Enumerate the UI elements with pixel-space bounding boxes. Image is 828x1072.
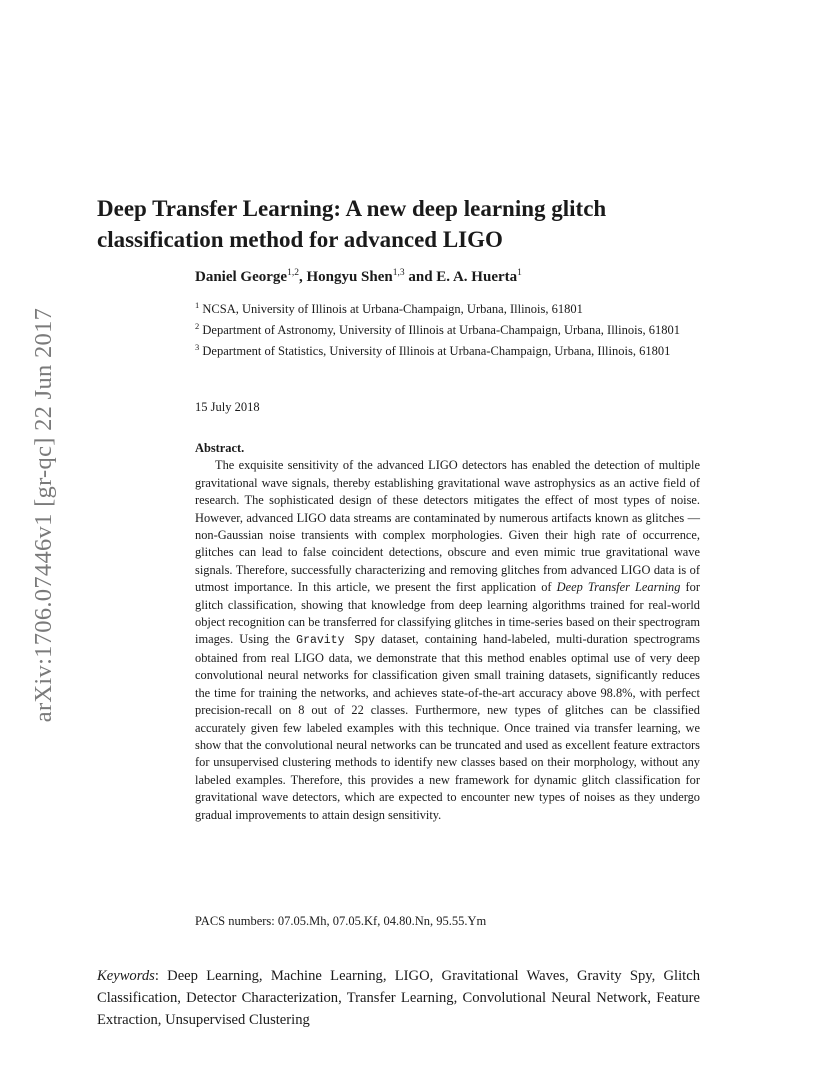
affiliation-text: Department of Astronomy, University of Illinois at Urbana-Champaign, Urbana, Illinois, 61801 [202, 323, 680, 338]
affiliation-text: NCSA, University of Illinois at Urbana-Champaign, Urbana, Illinois, 61801 [202, 302, 583, 317]
author-affiliation-marker: 1 [517, 268, 522, 278]
abstract-dataset-name: Gravity Spy [296, 634, 376, 648]
author-list [195, 268, 522, 286]
arxiv-identifier-stamp: arXiv:1706.07446v1 [gr-qc] 22 Jun 2017 [30, 307, 57, 723]
abstract-text: The exquisite sensitivity of the advanced LIGO detectors has enabled the detection of multiple gravitational wave signals, thereby establishing gravitational wave astrophysics as an active field of research. The sophisticated design of these detectors mitigates the effect of most types of noise. However, advanced LIGO data streams are contaminated by numerous artifacts known as glitches — non-Gaussian noise transients with complex morphologies. Given their high rate of occurrence, glitches can lead to false coincident detections, obscure and even mimic true gravitational wave signals. Therefore, successfully characterizing and removing glitches from advanced LIGO data is of utmost importance. In this article, we present the first application of [195, 458, 700, 595]
abstract-section [195, 440, 700, 824]
author-name: Hongyu Shen [306, 269, 393, 285]
keywords-section [97, 965, 700, 1031]
pacs-numbers: PACS numbers: 07.05.Mh, 07.05.Kf, 04.80.Nn, 95.55.Ym [195, 914, 487, 928]
keywords-label: Keywords [97, 968, 155, 984]
affiliation [195, 339, 700, 360]
abstract-heading: Abstract. [195, 441, 245, 455]
affiliation [195, 318, 700, 339]
affiliation-list [195, 297, 700, 360]
author-separator: , [298, 269, 307, 285]
affiliation-text: Department of Statistics, University of Illinois at Urbana-Champaign, Urbana, Illinois, 61801 [202, 344, 671, 359]
abstract-emphasis: Deep Transfer Learning [556, 580, 681, 595]
author-name: Daniel George [195, 269, 288, 285]
author-affiliation-marker: 1,2 [287, 268, 299, 278]
abstract-body [195, 457, 700, 824]
author-separator: and [404, 269, 437, 285]
affiliation [195, 297, 700, 318]
affiliation-marker: 3 [195, 342, 200, 353]
author-name: E. A. Huerta [436, 269, 518, 285]
paper-title: Deep Transfer Learning: A new deep learning glitch classification method for advanced LIGO [97, 196, 607, 252]
author-affiliation-marker: 1,3 [392, 268, 405, 278]
affiliation-marker: 1 [195, 300, 200, 310]
abstract-text: for glitch classification, showing that knowledge from deep learning algorithms trained for real-world object recognition can be transferred for classifying glitches in time-series based on their spectrogram images. Using the [195, 580, 701, 647]
affiliation-marker: 2 [195, 321, 200, 332]
paper-date: 15 July 2018 [195, 400, 260, 414]
keywords-text: : Deep Learning, Machine Learning, LIGO, Gravitational Waves, Gravity Spy, Glitch Classification, Detector Characterization, Transfer Learning, Convolutional Neural Network, Feature Extraction, Unsupervised Clustering [97, 968, 700, 1028]
abstract-text: dataset, containing hand-labeled, multi-duration spectrograms obtained from real LIGO data, we demonstrate that this method enables optimal use of very deep convolutional neural networks for classification given small training datasets, significantly reduces the time for training the networks, and achieves state-of-the-art accuracy above 98.8%, with perfect precision-recall on 8 out of 22 classes. Furthermore, new types of glitches can be classified accurately given few labeled examples with this technique. Once trained via transfer learning, we show that the convolutional neural networks can be truncated and used as excellent feature extractors for unsupervised clustering methods to identify new classes based on their morphology, without any labeled examples. Therefore, this provides a new framework for dynamic glitch classification for gravitational wave detectors, which are expected to encounter new types of noises as they undergo gradual improvements to attain design sensitivity. [195, 632, 700, 822]
